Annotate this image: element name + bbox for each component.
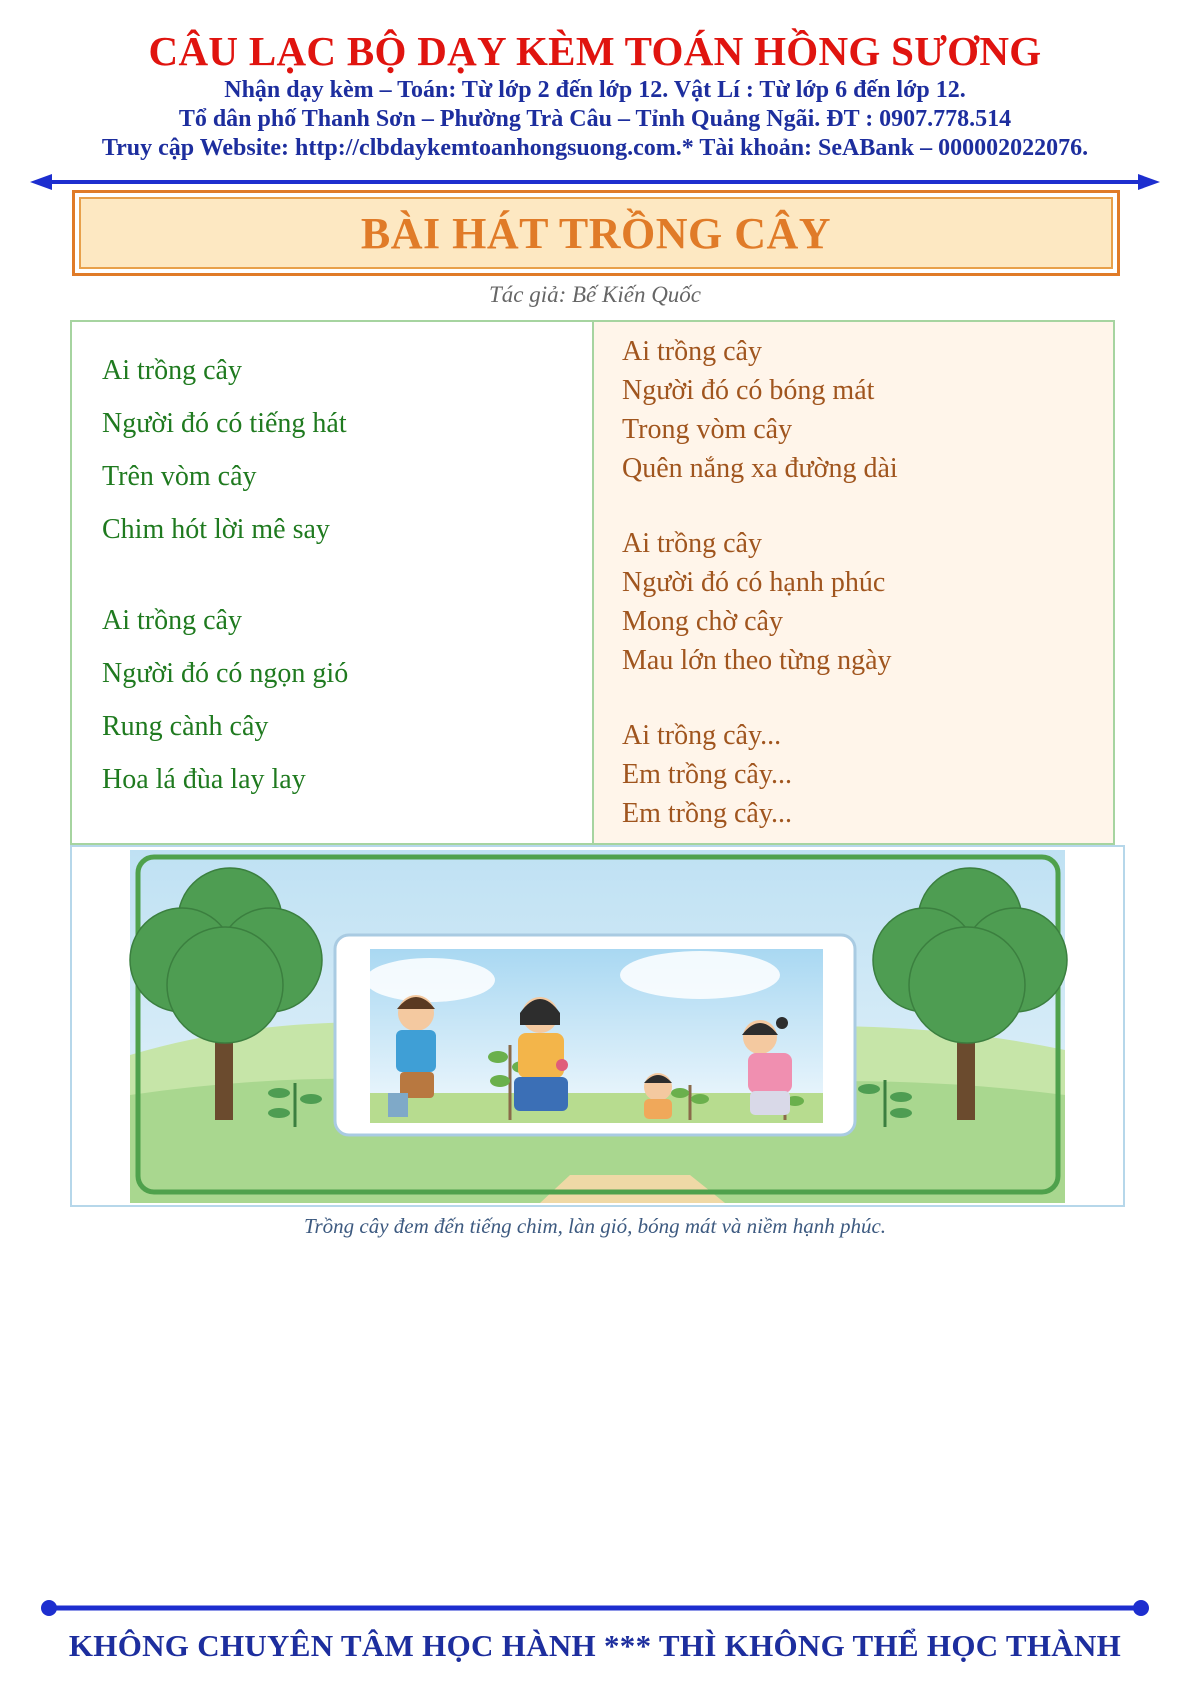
verse-line: Người đó có bóng mát: [622, 375, 875, 406]
verse-line: Ai trồng cây: [102, 355, 242, 386]
header-services-line: Nhận dạy kèm – Toán: Từ lớp 2 đến lớp 12. Vật Lí : Từ lớp 6 đến lớp 12.: [224, 77, 966, 103]
poem-author: Tác giả: Bế Kiến Quốc: [488, 282, 702, 307]
mother-figure: [514, 997, 568, 1111]
poem-title-frame: [72, 190, 1120, 276]
small-child-figure: [644, 1073, 672, 1119]
tree-planting-illustration: [70, 845, 1125, 1207]
header-address-line: Tổ dân phố Thanh Sơn – Phường Trà Câu – Tỉnh Quảng Ngãi. ĐT : 0907.778.514: [178, 106, 1012, 132]
illustration-caption: Trồng cây đem đến tiếng chim, làn gió, bóng mát và niềm hạnh phúc.: [303, 1214, 887, 1238]
verse-line: Em trồng cây...: [622, 759, 793, 790]
header: [0, 26, 1190, 163]
verse-line: Người đó có ngọn gió: [102, 658, 349, 689]
footer-divider: [40, 1598, 1150, 1618]
family-planting-scene: [335, 935, 855, 1135]
verse-line: Ai trồng cây...: [622, 720, 782, 751]
poem-left-column: [72, 322, 594, 843]
verse-line: Ai trồng cây: [622, 336, 762, 367]
verse-line: Chim hót lời mê say: [102, 514, 330, 545]
verse-line: Người đó có hạnh phúc: [622, 567, 886, 598]
verse-line: Hoa lá đùa lay lay: [102, 764, 306, 795]
verse-line: Trên vòm cây: [102, 461, 257, 492]
verse-line: Người đó có tiếng hát: [102, 408, 347, 439]
club-title: CÂU LẠC BỘ DẠY KÈM TOÁN HỒNG SƯƠNG: [148, 28, 1042, 74]
poem-table: [70, 320, 1115, 845]
verse-line: Rung cành cây: [102, 711, 269, 742]
verse-line: Mau lớn theo từng ngày: [622, 645, 892, 676]
verse-line: Mong chờ cây: [622, 606, 783, 637]
verse-line: Em trồng cây...: [622, 798, 793, 829]
verse-line: Quên nắng xa đường dài: [622, 453, 898, 484]
verse-line: Trong vòm cây: [622, 414, 793, 445]
poem-title: BÀI HÁT TRỒNG CÂY: [79, 197, 1113, 269]
poem-right-column: [594, 322, 1113, 843]
verse-line: Ai trồng cây: [622, 528, 762, 559]
verse-line: Ai trồng cây: [102, 605, 242, 636]
footer-motto: KHÔNG CHUYÊN TÂM HỌC HÀNH *** THÌ KHÔNG THỂ HỌC THÀNH: [68, 1628, 1122, 1663]
header-website-line: Truy cập Website: http://clbdaykemtoanhongsuong.com.* Tài khoản: SeABank – 000002022076.: [101, 135, 1089, 161]
